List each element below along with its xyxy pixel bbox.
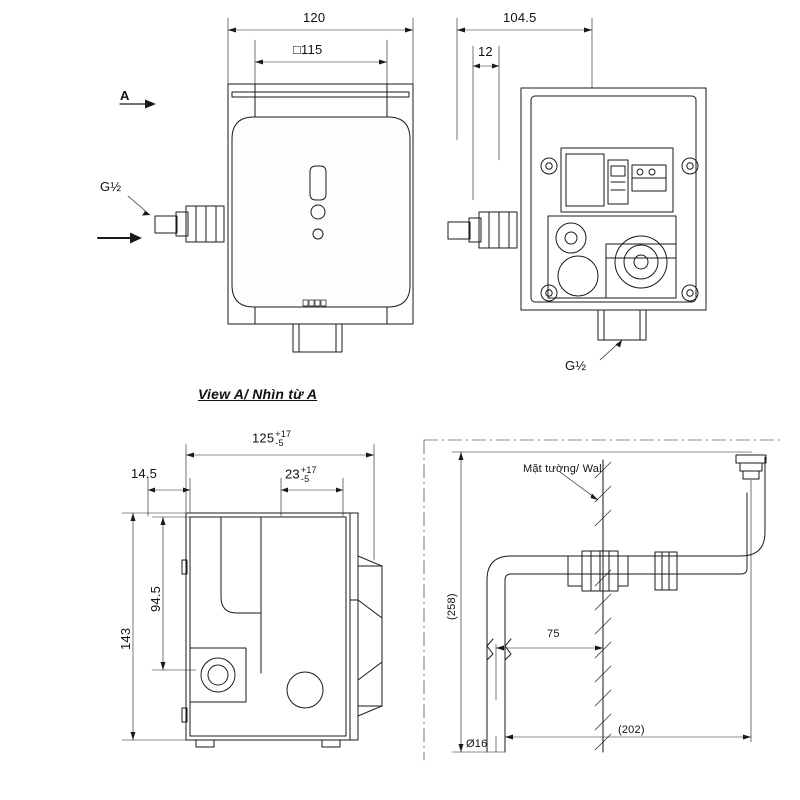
dim-label-offset-12: 12 xyxy=(478,44,493,59)
label-outlet-thread-g-half: G½ xyxy=(565,358,587,373)
view-a-caption: View A/ Nhìn từ A xyxy=(198,386,318,402)
label-wall: Mặt tường/ Wall xyxy=(523,463,605,475)
dim-label-height-94-5: 94.5 xyxy=(148,585,163,612)
dim-label-len-23: 23 +17 -5 xyxy=(285,465,317,484)
dim-label-len-125: 125 +17 -5 xyxy=(252,429,292,448)
section-marker-a: A xyxy=(120,88,130,103)
dim-label-dist-75: 75 xyxy=(547,628,560,640)
dim-label-height-143: 143 xyxy=(118,627,133,650)
dim-label-depth-202: (202) xyxy=(618,724,645,736)
dim-label-height-258: (258) xyxy=(446,593,458,620)
dim-label-pipe-dia-16: Ø16 xyxy=(466,738,488,750)
dim-label-len-14-5: 14.5 xyxy=(131,466,158,481)
dim-label-width-120: 120 xyxy=(303,10,326,25)
dim-label-square-115: □115 xyxy=(293,42,323,57)
label-inlet-thread-g-half: G½ xyxy=(100,179,122,194)
dim-label-depth-104-5: 104.5 xyxy=(503,10,537,25)
